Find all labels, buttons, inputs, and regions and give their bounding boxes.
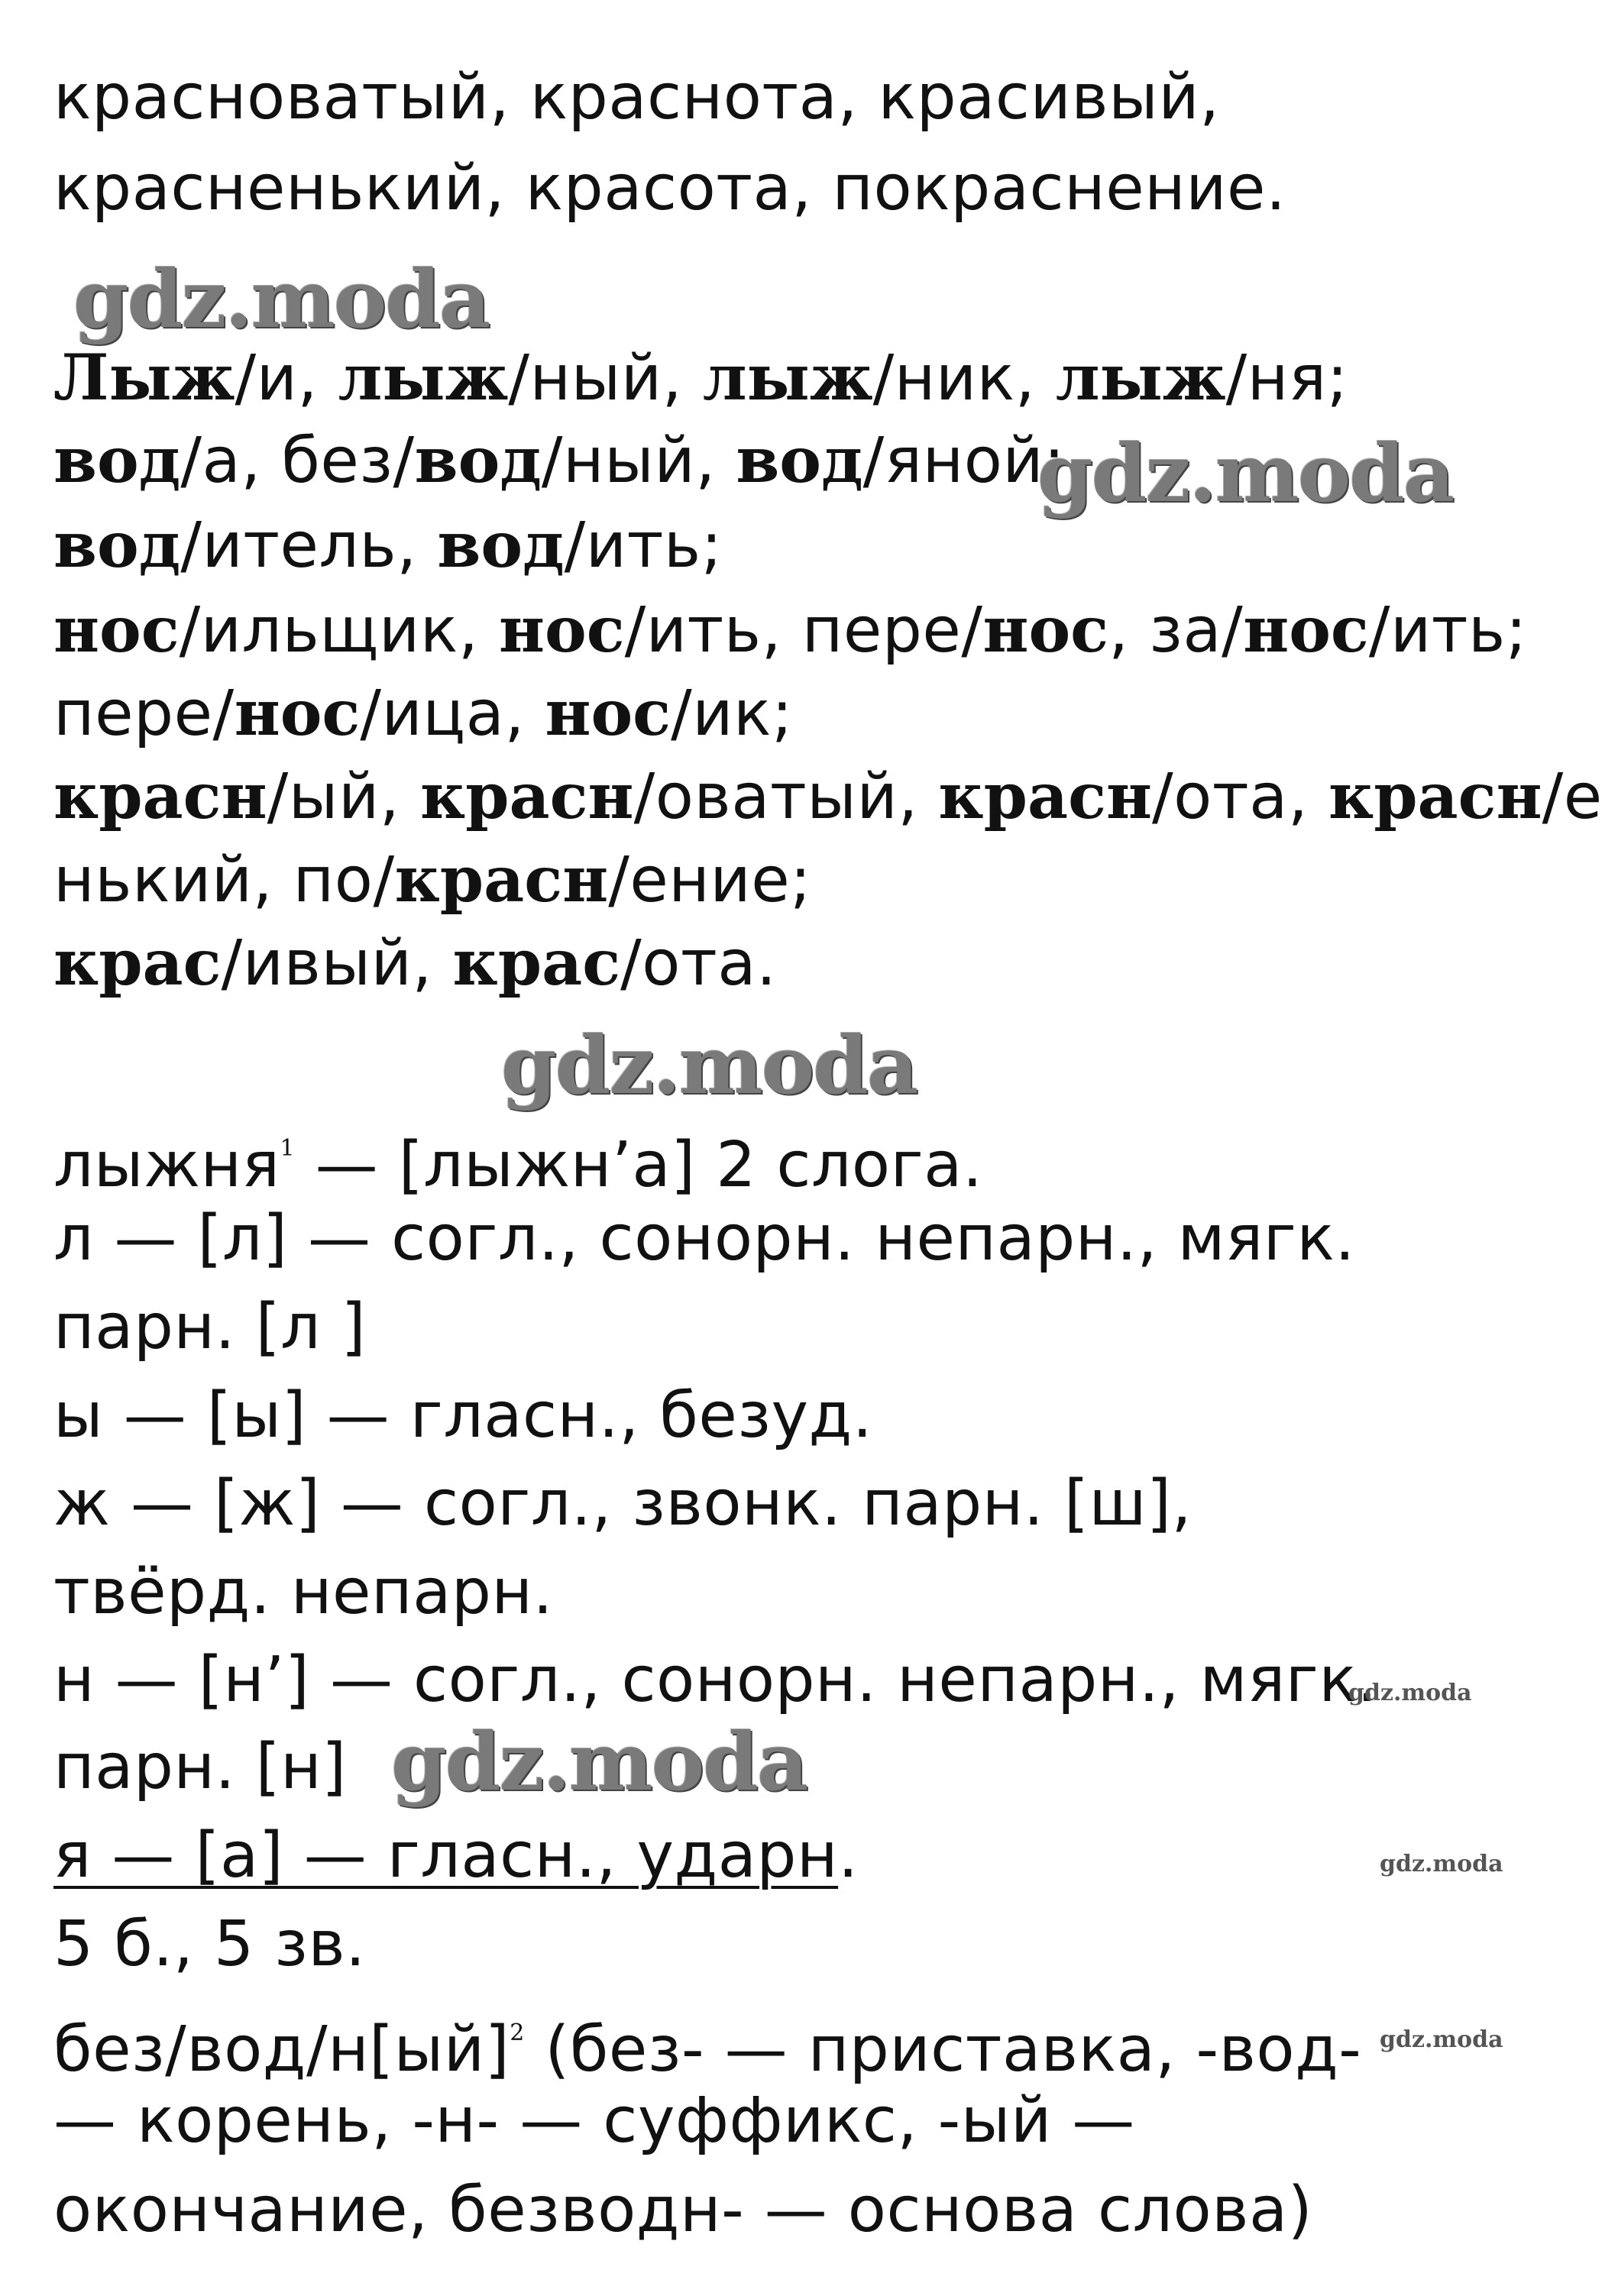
text-line: красненький, красота, покраснение. — [53, 152, 1286, 225]
word-part: /а, без/ — [180, 425, 415, 497]
root-morpheme: красн — [938, 760, 1153, 833]
root-morpheme: нос — [234, 677, 361, 750]
footnote-marker: 2 — [510, 2020, 525, 2046]
watermark: gdz.moda — [1380, 2026, 1503, 2053]
word-text: без/вод/н[ый] — [53, 2013, 510, 2086]
word-part: /ота. — [620, 927, 777, 1000]
word-part: /ик; — [671, 677, 794, 750]
word-part: /и, — [235, 342, 338, 415]
morpheme-line — [53, 842, 811, 918]
word-part: /ить, пере/ — [624, 594, 983, 667]
word-part: /ня; — [1225, 342, 1348, 415]
text-line: окончание, безводн- — основа слова) — [53, 2174, 1313, 2246]
word-part: , за/ — [1108, 594, 1244, 667]
root-morpheme: красн — [394, 843, 609, 917]
root-morpheme: лыж — [338, 341, 509, 415]
word-part: /оватый, — [633, 761, 939, 833]
word-part: /ый, — [267, 761, 420, 833]
root-morpheme: нос — [1243, 593, 1369, 667]
word-part: /ение; — [608, 844, 812, 917]
text-line: ы — [ы] — гласн., безуд. — [53, 1379, 873, 1452]
root-morpheme: красн — [1328, 760, 1542, 833]
text-line: л — [л] — согл., сонорн. непарн., мягк. — [53, 1202, 1355, 1275]
phonetic-heading — [53, 1111, 983, 1201]
word-part: /яной; — [862, 425, 1066, 497]
watermark: gdz.moda — [1380, 1851, 1503, 1877]
word-part: пере/ — [53, 677, 235, 750]
root-morpheme: нос — [53, 593, 180, 667]
text-line: н — [н’] — согл., сонорн. непарн., мягк. — [53, 1644, 1377, 1716]
word-part: /ивый, — [221, 927, 453, 1000]
root-morpheme: вод — [437, 509, 565, 582]
footnote-marker: 1 — [280, 1135, 296, 1162]
watermark: gdz.moda — [1348, 1680, 1472, 1706]
underlined-text: я — [а] — гласн., ударн — [53, 1819, 839, 1892]
analysis-text: (без- — приставка, -вод- — [524, 2013, 1362, 2086]
word-part: /ник, — [872, 342, 1056, 415]
root-morpheme: вод — [736, 424, 863, 497]
morpheme-line — [53, 507, 723, 584]
root-morpheme: нос — [545, 677, 671, 750]
word-part: /итель, — [180, 509, 438, 582]
root-morpheme: нос — [498, 593, 625, 667]
word-part: /ный, — [541, 425, 736, 497]
watermark: gdz.moda — [1037, 426, 1454, 520]
transcription-text: — [лыжн’а] 2 слога. — [295, 1129, 983, 1201]
text-line — [53, 1818, 859, 1894]
text-line: парн. [л ] — [53, 1291, 367, 1363]
word-part: /ица, — [360, 677, 545, 750]
morpheme-line — [53, 422, 1065, 499]
word-part: /е — [1542, 761, 1603, 833]
text-line: красноватый, краснота, красивый, — [53, 61, 1220, 134]
root-morpheme: Лыж — [53, 341, 235, 415]
text-line: парн. [н] — [53, 1731, 347, 1803]
watermark: gdz.moda — [73, 252, 490, 346]
morpheme-line — [53, 925, 777, 1001]
root-morpheme: красн — [53, 760, 267, 833]
watermark: gdz.moda — [501, 1018, 917, 1112]
word-part: /ильщик, — [179, 594, 499, 667]
morpheme-line — [53, 340, 1348, 416]
text-line: 5 б., 5 зв. — [53, 1908, 366, 1981]
root-morpheme: лыж — [1055, 341, 1226, 415]
root-morpheme: лыж — [702, 341, 873, 415]
morpheme-line — [53, 758, 1603, 835]
word-part: /ить; — [1368, 594, 1527, 667]
text-line: твёрд. непарн. — [53, 1556, 554, 1628]
root-morpheme: вод — [53, 424, 181, 497]
morphemic-analysis — [53, 1995, 1362, 2086]
word-text: лыжня — [53, 1129, 280, 1201]
morpheme-line — [53, 592, 1527, 668]
text-tail: . — [838, 1819, 859, 1892]
word-part: /ный, — [508, 342, 703, 415]
root-morpheme: крас — [53, 926, 222, 1000]
root-morpheme: нос — [982, 593, 1109, 667]
word-part: /ота, — [1152, 761, 1328, 833]
watermark: gdz.moda — [391, 1715, 807, 1809]
root-morpheme: вод — [414, 424, 542, 497]
word-part: нький, по/ — [53, 844, 395, 917]
root-morpheme: красн — [419, 760, 634, 833]
root-morpheme: вод — [53, 509, 181, 582]
text-line: — корень, -н- — суффикс, -ый — — [53, 2084, 1135, 2157]
text-line: ж — [ж] — согл., звонк. парн. [ш], — [53, 1467, 1192, 1540]
word-part: /ить; — [564, 509, 723, 582]
root-morpheme: крас — [452, 926, 621, 1000]
morpheme-line — [53, 675, 793, 752]
